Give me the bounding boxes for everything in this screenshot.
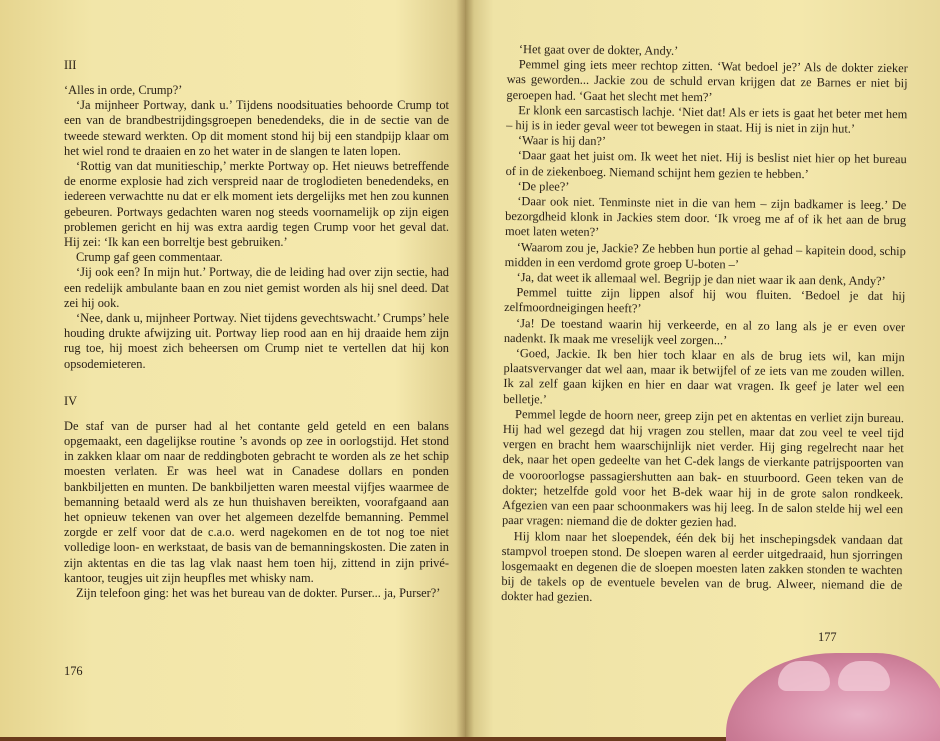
right-page — [465, 0, 940, 737]
paragraph: Crump gaf geen commentaar. — [76, 250, 223, 265]
paragraph: ‘Alles in orde, Crump?’ — [64, 83, 183, 97]
right-page-body — [501, 42, 908, 609]
paragraph: ‘Daar gaat het juist om. Ik weet het niet. Hij is beslist niet hier op het bureau of in de ziekenboeg. Niemand schijnt hem gezien te hebben.’ — [505, 148, 907, 181]
paragraph: ‘Ja, dat weet ik allemaal wel. Begrijp je dan niet waar ik aan denk, Andy?’ — [516, 270, 886, 289]
page-number-left: 176 — [64, 664, 83, 678]
paragraph: ‘Nee, dank u, mijnheer Portway. Niet tijdens gevechtswacht.’ Crumps’ hele houding drukte afwijzing uit. Portway liep rood aan en hij draaide hem zijn rug toe, hij moest zich beheersen om Crump niet te vertellen dat hij kon opsodemieteren. — [64, 311, 449, 371]
page-number-right: 177 — [818, 630, 837, 644]
book-gutter — [456, 0, 474, 737]
paragraph: ‘Daar ook niet. Tenminste niet in die van hem – zijn badkamer is leeg.’ De bezorgdheid klonk in Jackies stem door. ‘Ik vroeg me af of ik het aan de brug moet laten weten?’ — [504, 194, 907, 240]
section-iii-body — [64, 83, 449, 372]
paragraph: ‘Waar is hij dan?’ — [517, 133, 607, 149]
paragraph: ‘Jij ook een? In mijn hut.’ Portway, die de leiding had over zijn sectie, had een redelijk ambulante baan en zou niet gemist worden als hij snel deed. Dat zei hij ook. — [64, 265, 449, 310]
left-page — [0, 0, 465, 737]
paragraph: Pemmel tuitte zijn lippen alsof hij wou fluiten. ‘Bedoel je dat hij zelfmoordneigingen heeft?’ — [504, 285, 906, 316]
paragraph: De staf van de purser had al het contante geld geteld en een balans opgemaakt, een dagelijkse routine ’s avonds op zee in oorlogstijd. Het stond in zakken klaar om naar de reddingboten gebracht te worden als ze het schip moesten verlaten. Er was heel wat in Canadese dollars en ponden bankbiljetten en munten. De bankbiljetten waren meestal vijfjes waarmee de bemanning betaald werd als ze hun thuishaven bereikten, voorafgaand aan het opnieuw tekenen van over het algemeen dezelfde bemanning. Pemmel zorgde er zelf voor dat de c.a.o. werd nagekomen en de tot nog toe niet volledige loon- en werkstaat, de basis van de bemanningskosten. Die zaten in zijn aktentas en die tas lag vlak naast hem toen hij, zittend in zijn privé-kantoor, teugjes uit zijn heupfles met whisky nam. — [64, 418, 449, 585]
paragraph: Pemmel legde de hoorn neer, greep zijn pet en aktentas en verliet zijn bureau. Hij had wel gezegd dat hij vragen zou stellen, maar dat zou veel te veel tijd vergen en bracht hem waarschijnlijk niet verder. Hij ging regelrecht naar het dek, naar het open gedeelte van het C-dek langs de vierkante patrijspoorten van de vooroorlogse passagiershutten aan bak- en stuurboord. Geen teken van de dokter; hetzelfde gold voor het B-dek waar hij in de grote salon rondkeek. Afgezien van een paar schoonmakers was hij leeg. In de salon stelde hij wel een paar vragen: niemand die de dokter gezien had. — [501, 406, 905, 530]
paragraph: ‘Waarom zou je, Jackie? Ze hebben hun portie al gehad – kapitein dood, schip midden in een verdomd grote groep U-boten –’ — [504, 239, 906, 272]
paragraph: Zijn telefoon ging: het was het bureau van de dokter. Purser... ja, Purser?’ — [76, 586, 441, 601]
section-heading-iii: III — [64, 58, 77, 72]
paragraph: ‘Rottig van dat munitieschip,’ merkte Portway op. Het nieuws betreffende de enorme explosie had zich verspreid naar de troglodieten benedendeks, en iedereen verwachtte nu dat er elk moment iets dergelijks met hen zou kunnen gebeuren. Portways gedachten waren nog steeds voornamelijk op zijn eigen problemen gericht en hij was extra aardig tegen Crump voor het geval dat. Hij zei: ‘Ik kan een borreltje best gebruiken.’ — [64, 159, 449, 250]
paragraph: ‘Het gaat over de dokter, Andy.’ — [518, 42, 679, 58]
paragraph: Er klonk een sarcastisch lachje. ‘Niet dat! Als er iets is gaat het beter met hem – hij is in ieder geval weer tot bewegen in staat. Hij is niet in zijn hut.’ — [506, 102, 908, 136]
paragraph: ‘Ja mijnheer Portway, dank u.’ Tijdens noodsituaties behoorde Crump tot een van de brandbestrijdingsgroepen benedendeks, die in de sectie van de tweede steward werkten. Op dit moment stond hij bij een standpijp klaar om het wiel rond te draaien en zo het water in de slangen te laten lopen. — [64, 98, 449, 158]
paragraph: Pemmel ging iets meer rechtop zitten. ‘Wat bedoel je?’ Als de dokter zieker was geworden... Jackie zou de schuld ervan krijgen dat ze Barnes er niet bij geroepen had. ‘Gaat het slecht met hem?’ — [506, 57, 908, 104]
paragraph: Hij klom naar het sloependek, één dek bij het inschepingsdek vandaan dat stampvol troepen stond. De sloepen waren al eerder uitgedraaid, hun sjorringen losgemaakt en degenen die de sloepen moesten laten zakken stonden te wachten bij de takels op de eventuele bevelen van de brug. Alweer, niemand die de dokter had gezien. — [501, 528, 903, 605]
section-iv-body — [64, 419, 449, 601]
paragraph: ‘Goed, Jackie. Ik ben hier toch klaar en als de brug iets wil, kan mijn plaatsvervanger dat wel aan, maar ik betwijfel of ze iets van me zouden willen. Ik zal zelf gaan kijken en hier en daar wat vragen. Ik geef je later wel een belletje.’ — [503, 346, 905, 407]
paragraph: ‘De plee?’ — [517, 178, 570, 194]
paragraph: ‘Ja! De toestand waarin hij verkeerde, en al zo lang als je er even over nadenkt. Ik maak me vreselijk veel zorgen...’ — [503, 315, 906, 348]
section-heading-iv: IV — [64, 393, 78, 408]
